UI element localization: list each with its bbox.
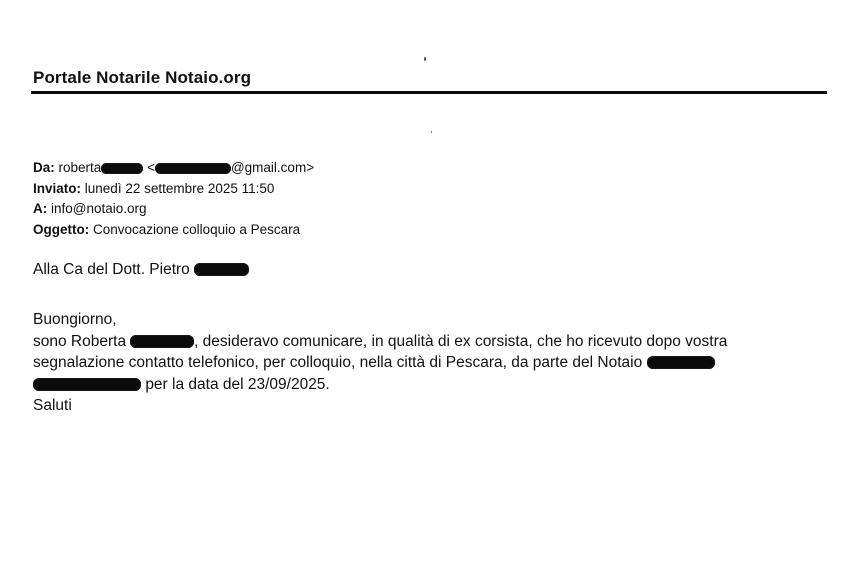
redaction-mark xyxy=(194,263,249,276)
body-line-2 xyxy=(33,352,833,374)
redaction-mark xyxy=(155,163,231,174)
portal-title: Portale Notarile Notaio.org xyxy=(33,68,252,87)
redaction-mark xyxy=(647,356,715,369)
body-line-1-end: , desideravo comunicare, in qualità di ex corsista, che ho ricevuto dopo vostra xyxy=(194,332,728,350)
body-line-3-text: per la data del 23/09/2025. xyxy=(145,375,330,393)
redaction-mark xyxy=(33,378,141,391)
sent-label: Inviato: xyxy=(33,180,82,196)
from-open-bracket: < xyxy=(147,160,155,175)
to-label: A: xyxy=(33,201,48,216)
title-divider xyxy=(31,91,827,94)
subject-label: Oggetto: xyxy=(33,221,90,237)
header-to xyxy=(33,199,314,220)
from-label: Da: xyxy=(33,160,55,175)
subject-value: Convocazione colloquio a Pescara xyxy=(93,221,301,237)
body-line-1-start: sono Roberta xyxy=(33,332,127,350)
body-greeting: Buongiorno, xyxy=(33,311,117,328)
to-value: info@notaio.org xyxy=(51,201,147,216)
header-from xyxy=(33,158,314,179)
scan-speck xyxy=(424,57,426,61)
body-line-1 xyxy=(33,331,833,353)
from-domain: @gmail.com> xyxy=(230,160,315,175)
from-name: roberta xyxy=(58,160,102,175)
scan-speck xyxy=(431,131,432,133)
header-sent xyxy=(33,179,314,200)
email-body xyxy=(33,309,833,417)
salutation xyxy=(33,261,249,279)
redaction-mark xyxy=(130,335,194,348)
header-subject xyxy=(33,220,314,241)
sent-value: lunedì 22 settembre 2025 11:50 xyxy=(84,180,275,196)
body-line-2-text: segnalazione contatto telefonico, per colloquio, nella città di Pescara, da parte del Notaio xyxy=(33,354,643,371)
salutation-text: Alla Ca del Dott. Pietro xyxy=(33,261,190,278)
body-closing: Saluti xyxy=(33,397,72,414)
redaction-mark xyxy=(101,163,143,174)
body-line-3 xyxy=(33,374,833,396)
email-headers xyxy=(33,158,314,240)
